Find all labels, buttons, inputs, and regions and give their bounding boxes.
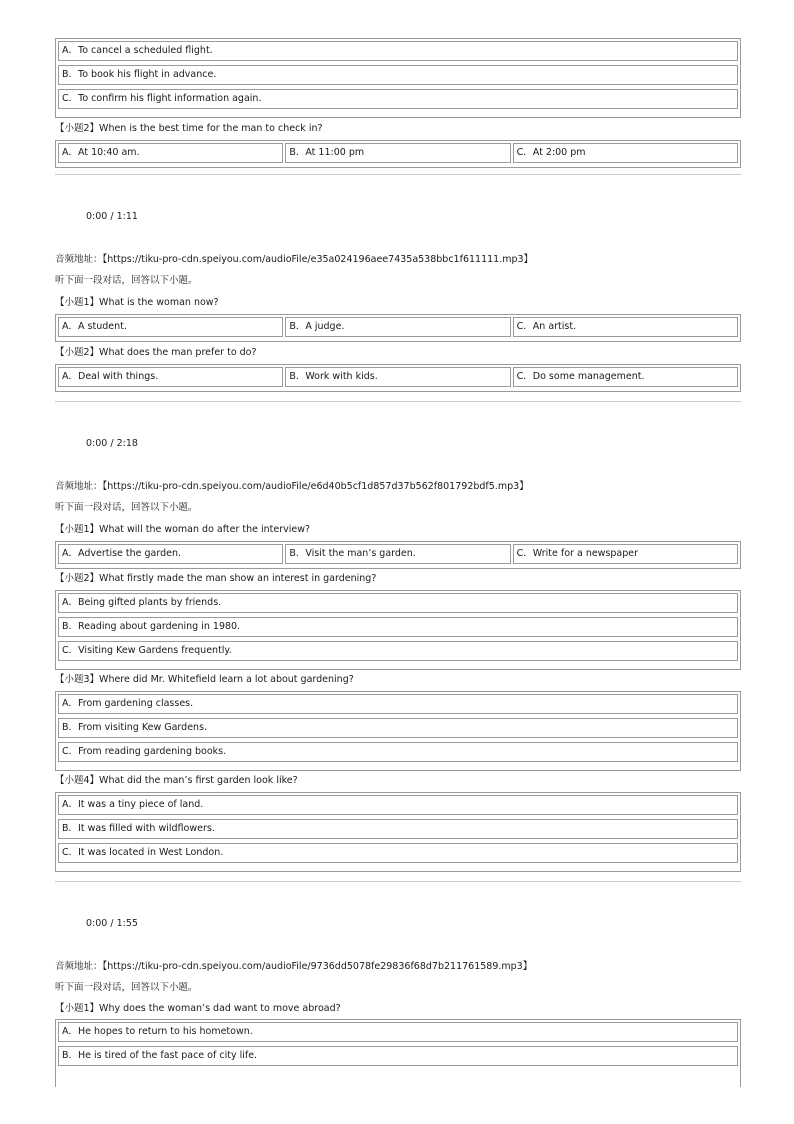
option-a[interactable]: A．He hopes to return to his hometown.: [58, 1022, 738, 1042]
option-a[interactable]: A．A student.: [58, 317, 283, 337]
options-table: [55, 792, 741, 872]
options-table: [55, 140, 741, 168]
option-c[interactable]: C．To confirm his flight information again.: [58, 89, 738, 109]
option-b[interactable]: B．He is tired of the fast pace of city life.: [58, 1046, 738, 1066]
audio-address: 音频地址：【https://tiku-pro-cdn.speiyou.com/audioFile/e6d40b5cf1d857d37b562f801792bdf5.mp3】: [55, 481, 529, 492]
section-divider: [55, 174, 741, 175]
instruction-text: 听下面一段对话，回答以下小题。: [55, 982, 198, 993]
question-label: 【小题2】What does the man prefer to do?: [55, 347, 257, 358]
option-c[interactable]: C．Visiting Kew Gardens frequently.: [58, 641, 738, 661]
option-c[interactable]: C．An artist.: [513, 317, 738, 337]
option-a[interactable]: A．Deal with things.: [58, 367, 283, 387]
option-a[interactable]: A．To cancel a scheduled flight.: [58, 41, 738, 61]
audio-address: 音频地址：【https://tiku-pro-cdn.speiyou.com/audioFile/9736dd5078fe29836f68d7b211761589.mp3】: [55, 961, 533, 972]
options-table: [55, 1019, 741, 1087]
option-b[interactable]: B．To book his flight in advance.: [58, 65, 738, 85]
option-b[interactable]: B．From visiting Kew Gardens.: [58, 718, 738, 738]
option-a[interactable]: A．Advertise the garden.: [58, 544, 283, 564]
option-b[interactable]: B．It was filled with wildflowers.: [58, 819, 738, 839]
option-b[interactable]: B．A judge.: [285, 317, 510, 337]
section-divider: [55, 401, 741, 402]
option-c[interactable]: C．From reading gardening books.: [58, 742, 738, 762]
option-b[interactable]: B．Reading about gardening in 1980.: [58, 617, 738, 637]
audio-player-time[interactable]: 0:00 / 1:11: [86, 211, 138, 222]
audio-address: 音频地址：【https://tiku-pro-cdn.speiyou.com/audioFile/e35a024196aee7435a538bbc1f611111.mp3】: [55, 254, 534, 265]
question-label: 【小题2】What firstly made the man show an interest in gardening?: [55, 573, 377, 584]
question-label: 【小题3】Where did Mr. Whitefield learn a lot about gardening?: [55, 674, 354, 685]
options-table: [55, 364, 741, 392]
question-label: 【小题1】What will the woman do after the interview?: [55, 524, 311, 535]
option-a[interactable]: A．Being gifted plants by friends.: [58, 593, 738, 613]
question-label: 【小题1】Why does the woman’s dad want to move abroad?: [55, 1003, 341, 1014]
option-b[interactable]: B．Visit the man’s garden.: [285, 544, 510, 564]
option-c[interactable]: C．It was located in West London.: [58, 843, 738, 863]
option-c[interactable]: C．Write for a newspaper: [513, 544, 738, 564]
options-table: [55, 541, 741, 569]
audio-player-time[interactable]: 0:00 / 2:18: [86, 438, 138, 449]
question-label: 【小题1】What is the woman now?: [55, 297, 219, 308]
option-c[interactable]: C．Do some management.: [513, 367, 738, 387]
options-table: [55, 314, 741, 342]
option-b[interactable]: B．Work with kids.: [285, 367, 510, 387]
section-divider: [55, 881, 741, 882]
option-a[interactable]: A．At 10:40 am.: [58, 143, 283, 163]
question-label: 【小题4】What did the man’s first garden look like?: [55, 775, 298, 786]
options-table: [55, 590, 741, 670]
audio-player-time[interactable]: 0:00 / 1:55: [86, 918, 138, 929]
options-table: [55, 691, 741, 771]
instruction-text: 听下面一段对话，回答以下小题。: [55, 502, 198, 513]
options-table: [55, 38, 741, 118]
option-a[interactable]: A．It was a tiny piece of land.: [58, 795, 738, 815]
option-b[interactable]: B．At 11:00 pm: [285, 143, 510, 163]
option-c[interactable]: C．At 2:00 pm: [513, 143, 738, 163]
option-a[interactable]: A．From gardening classes.: [58, 694, 738, 714]
question-label: 【小题2】When is the best time for the man to check in?: [55, 123, 323, 134]
instruction-text: 听下面一段对话，回答以下小题。: [55, 275, 198, 286]
